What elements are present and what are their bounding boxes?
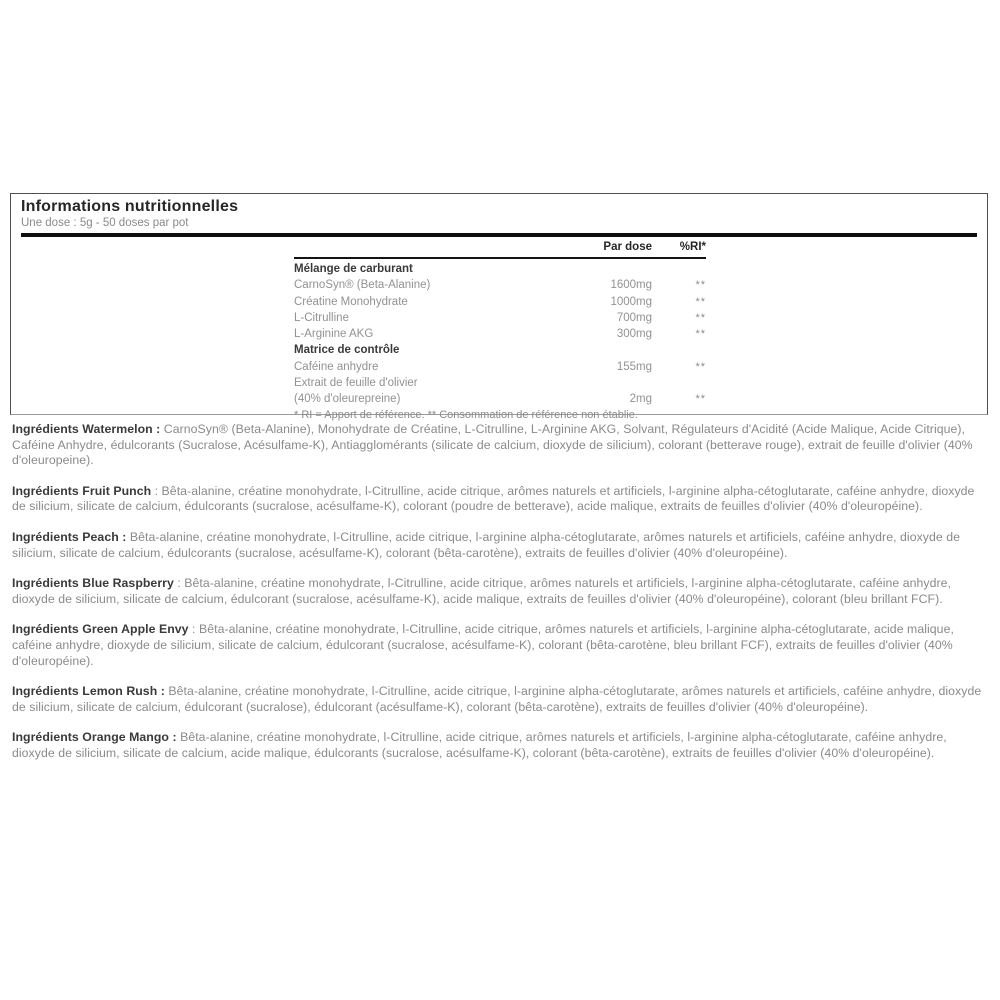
ingredient-paragraph [12,622,985,669]
nutrient-name: (40% d'oleurepreine) [294,393,401,406]
divider-rule [21,233,977,237]
nutrient-amount: 1000mg [610,295,652,308]
ingredient-flavor-label: Ingrédients Green Apple Envy [12,622,189,637]
nutrient-amount: 700mg [616,311,652,324]
nutrient-name: Matrice de contrôle [294,344,400,357]
table-body [294,261,706,408]
column-header-par-dose: Par dose [603,241,652,253]
ingredient-flavor-label: Ingrédients Watermelon : [12,422,161,436]
table-row [294,310,706,326]
nutrient-name: Caféine anhydre [294,360,379,373]
panel-title: Informations nutritionnelles [21,198,239,215]
nutrient-name: L-Citrulline [294,311,349,324]
ingredient-paragraph [12,530,985,561]
table-row [294,375,706,391]
nutrient-ri-value: ** [695,311,706,324]
nutrient-name: L-Arginine AKG [294,328,374,341]
ingredient-list-text: Bêta-alanine, créatine monohydrate, l-Citrulline, acide citrique, arômes naturels et artificiels, l-arginine alpha-cétoglutarate, caféine anhydre, dioxyde de silicium, silicate de calcium, acide malique, édulcorants (sucralose, acésulfame-K), colorant (bêta-carotène), extraits de feuilles d'olivier (40% d'oleuropéine). [12,730,947,760]
ingredient-paragraph [12,730,985,761]
ingredient-flavor-label: Ingrédients Orange Mango : [12,730,177,745]
ingredient-paragraph [12,684,985,715]
ingredient-paragraph [12,576,985,607]
ingredient-list-text: : Bêta-alanine, créatine monohydrate, l-Citrulline, acide citrique, arômes naturels et artificiels, l-arginine alpha-cétoglutarate, caféine anhydre, dioxyde de silicium, silicate de calcium, édulcorants (sucralose, acésulfame-K), colorant (poudre de betterave), acide malique, extraits de feuilles d'olivier (40% d'oleuropéine). [12,483,975,514]
table-row [294,391,706,407]
table-row [294,261,706,277]
nutrient-amount: 155mg [616,360,652,373]
ingredient-list-text: Bêta-alanine, créatine monohydrate, l-Citrulline, acide citrique, l-arginine alpha-cétoglutarate, arômes naturels et artificiels, caféine anhydre, dioxyde de silicium, silicate de calcium, édulcorant (sucralose), édulcorant (acésulfame-K), colorant (bêta-carotène), extraits de feuilles d'olivier (40% d'oleuropéine). [12,684,982,714]
nutrient-ri-value: ** [695,393,706,406]
nutrition-table [294,241,706,423]
ingredient-list-text: CarnoSyn® (Beta-Alanine), Monohydrate de Créatine, L-Citrulline, L-Arginine AKG, Solvant, Régulateurs d'Acidité (Acide Malique, Acide Citrique), Caféine Anhydre, édulcorants (Sucralose, Acésulfame-K), Antiagglomérants (silicate de calcium, dioxyde de silicium), colorant (betterave rouge), extrait de feuille d'olivier (40% d'oleuropeine). [12,422,973,468]
nutrient-ri-value: ** [695,360,706,373]
nutrient-name: Extrait de feuille d'olivier [294,377,418,390]
nutrient-name: Créatine Monohydrate [294,295,408,308]
ingredient-flavor-label: Ingrédients Peach : [12,529,127,544]
nutrient-name: CarnoSyn® (Beta-Alanine) [294,279,431,292]
table-footnote: * RI = Apport de référence. ** Consommation de référence non établie. [294,408,638,421]
table-row [294,277,706,293]
nutrient-ri-value: ** [695,328,706,341]
ingredient-list-text: : Bêta-alanine, créatine monohydrate, l-Citrulline, acide citrique, arômes naturels et artificiels, l-arginine alpha-cétoglutarate, acide malique, caféine anhydre, dioxyde de silicium, silicate de calcium, édulcorant (sucralose, acésulfame-K), colorant (bêta-carotène, bleu brillant FCF), extraits de feuilles d'olivier (40% d'oleuropéine). [12,622,954,668]
table-header-row [294,241,706,259]
ingredient-paragraph [12,422,985,469]
table-row [294,294,706,310]
serving-size-text: Une dose : 5g - 50 doses par pot [21,217,189,229]
ingredient-paragraph [12,484,985,515]
nutrient-name: Mélange de carburant [294,263,413,275]
nutrient-amount: 2mg [629,393,652,406]
table-row [294,359,706,375]
nutrient-amount: 300mg [616,328,652,341]
nutrient-ri-value: ** [695,295,706,308]
nutrient-ri-value: ** [695,279,706,292]
table-row [294,342,706,358]
ingredient-flavor-label: Ingrédients Lemon Rush : [12,684,165,699]
ingredient-list-text: Bêta-alanine, créatine monohydrate, l-Citrulline, acide citrique, l-arginine alpha-cétoglutarate, arômes naturels et artificiels, caféine anhydre, dioxyde de silicium, silicate de calcium, édulcorants (sucralose, acésulfame-K), colorant (bêta-carotène), extraits de feuilles d'olivier (40% d'oleuropéine). [12,529,960,560]
table-row [294,326,706,342]
ingredients-section [12,422,985,777]
column-header-ri: %RI* [679,241,706,253]
ingredient-list-text: : Bêta-alanine, créatine monohydrate, l-Citrulline, acide citrique, arômes naturels et artificiels, l-arginine alpha-cétoglutarate, caféine anhydre, dioxyde de silicium, silicate de calcium, édulcorant (sucralose, acésulfame-K), acide malique, extraits de feuilles d'olivier (40% d'oleuropéine), colorant (bleu brillant FCF). [12,576,951,606]
ingredient-flavor-label: Ingrédients Fruit Punch [12,483,152,498]
nutrient-amount: 1600mg [610,279,652,292]
ingredient-flavor-label: Ingrédients Blue Raspberry [12,576,174,591]
nutrition-panel [10,193,988,421]
